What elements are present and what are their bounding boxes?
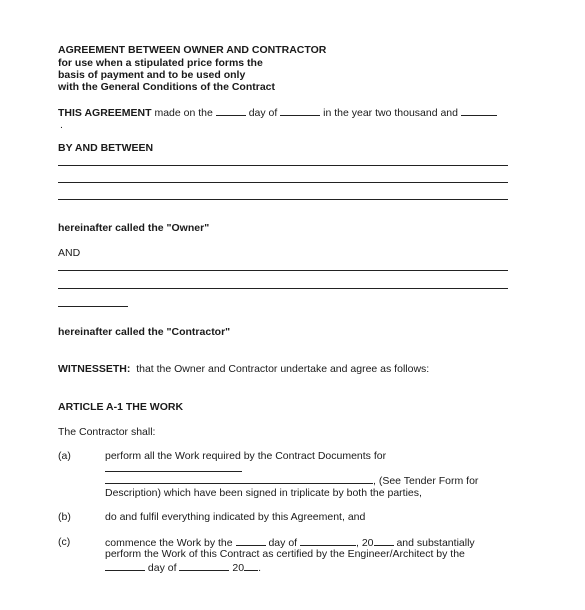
item-b-label: (b) bbox=[58, 511, 71, 523]
agreement-lead: THIS AGREEMENT bbox=[58, 107, 152, 119]
item-a-line-3-suffix: , (See Tender Form for bbox=[373, 475, 479, 487]
contractor-label: hereinafter called the "Contractor" bbox=[58, 326, 231, 338]
article-heading: ARTICLE A-1 THE WORK bbox=[58, 401, 184, 413]
agreement-month-blank[interactable] bbox=[280, 106, 320, 116]
item-a-project-blank-1[interactable] bbox=[105, 471, 242, 472]
item-a-line-3 bbox=[105, 474, 478, 487]
item-c-commence-month-blank[interactable] bbox=[300, 536, 356, 546]
item-c-line-3 bbox=[105, 561, 261, 574]
by-and-between-heading: BY AND BETWEEN bbox=[58, 142, 154, 154]
item-c-label: (c) bbox=[58, 536, 71, 548]
item-c-commence-text: commence the Work by the bbox=[105, 537, 233, 549]
owner-label: hereinafter called the "Owner" bbox=[58, 222, 210, 234]
witnesseth-line bbox=[58, 363, 429, 375]
contractor-name-line-3[interactable] bbox=[58, 306, 128, 307]
item-a-line-4: Description) which have been signed in triplicate by both the parties, bbox=[105, 487, 422, 499]
item-c-substantially-text: and substantially bbox=[396, 537, 475, 549]
item-c-perform-month-blank[interactable] bbox=[179, 561, 229, 571]
doc-subtitle-line-2: basis of payment and to be used only bbox=[58, 69, 246, 81]
agreement-year-text: in the year two thousand and bbox=[323, 107, 458, 119]
agreement-continuation: . bbox=[60, 119, 63, 131]
item-c-perform-day-blank[interactable] bbox=[105, 561, 145, 571]
agreement-year-blank[interactable] bbox=[461, 106, 497, 116]
article-intro: The Contractor shall: bbox=[58, 426, 156, 438]
agreement-made-on: made on the bbox=[154, 107, 213, 119]
witnesseth-lead: WITNESSETH: bbox=[58, 363, 131, 375]
doc-title: AGREEMENT BETWEEN OWNER AND CONTRACTOR bbox=[58, 44, 327, 56]
item-c-commence-year-blank[interactable] bbox=[374, 536, 394, 546]
agreement-day-blank[interactable] bbox=[216, 106, 246, 116]
and-label: AND bbox=[58, 247, 81, 259]
item-a-project-blank-2[interactable] bbox=[105, 474, 373, 484]
item-b-line-1: do and fulfil everything indicated by this Agreement, and bbox=[105, 511, 366, 523]
item-c-commence-year-prefix: , 20 bbox=[356, 537, 374, 549]
doc-subtitle-line-3: with the General Conditions of the Contract bbox=[58, 81, 276, 93]
contractor-name-line-1[interactable] bbox=[58, 270, 508, 271]
contractor-name-line-2[interactable] bbox=[58, 288, 508, 289]
item-c-perform-day-of: day of bbox=[147, 562, 177, 574]
agreement-line bbox=[58, 106, 497, 119]
item-c-perform-year-blank[interactable] bbox=[244, 561, 258, 571]
item-c-commence-day-of: day of bbox=[268, 537, 298, 549]
item-a-label: (a) bbox=[58, 450, 71, 462]
witnesseth-text: that the Owner and Contractor undertake and agree as follows: bbox=[136, 363, 430, 375]
item-c-line-2: perform the Work of this Contract as certified by the Engineer/Architect by the bbox=[105, 548, 465, 560]
item-c-perform-year-prefix: 20 bbox=[232, 562, 245, 574]
doc-subtitle-line-1: for use when a stipulated price forms the bbox=[58, 57, 263, 69]
item-a-line-1: perform all the Work required by the Contract Documents for bbox=[105, 450, 387, 462]
agreement-day-of: day of bbox=[248, 107, 278, 119]
owner-name-line-2[interactable] bbox=[58, 182, 508, 183]
item-c-period: . bbox=[258, 562, 261, 574]
owner-name-line-3[interactable] bbox=[58, 199, 508, 200]
item-c-commence-day-blank[interactable] bbox=[236, 536, 266, 546]
owner-name-line-1[interactable] bbox=[58, 165, 508, 166]
